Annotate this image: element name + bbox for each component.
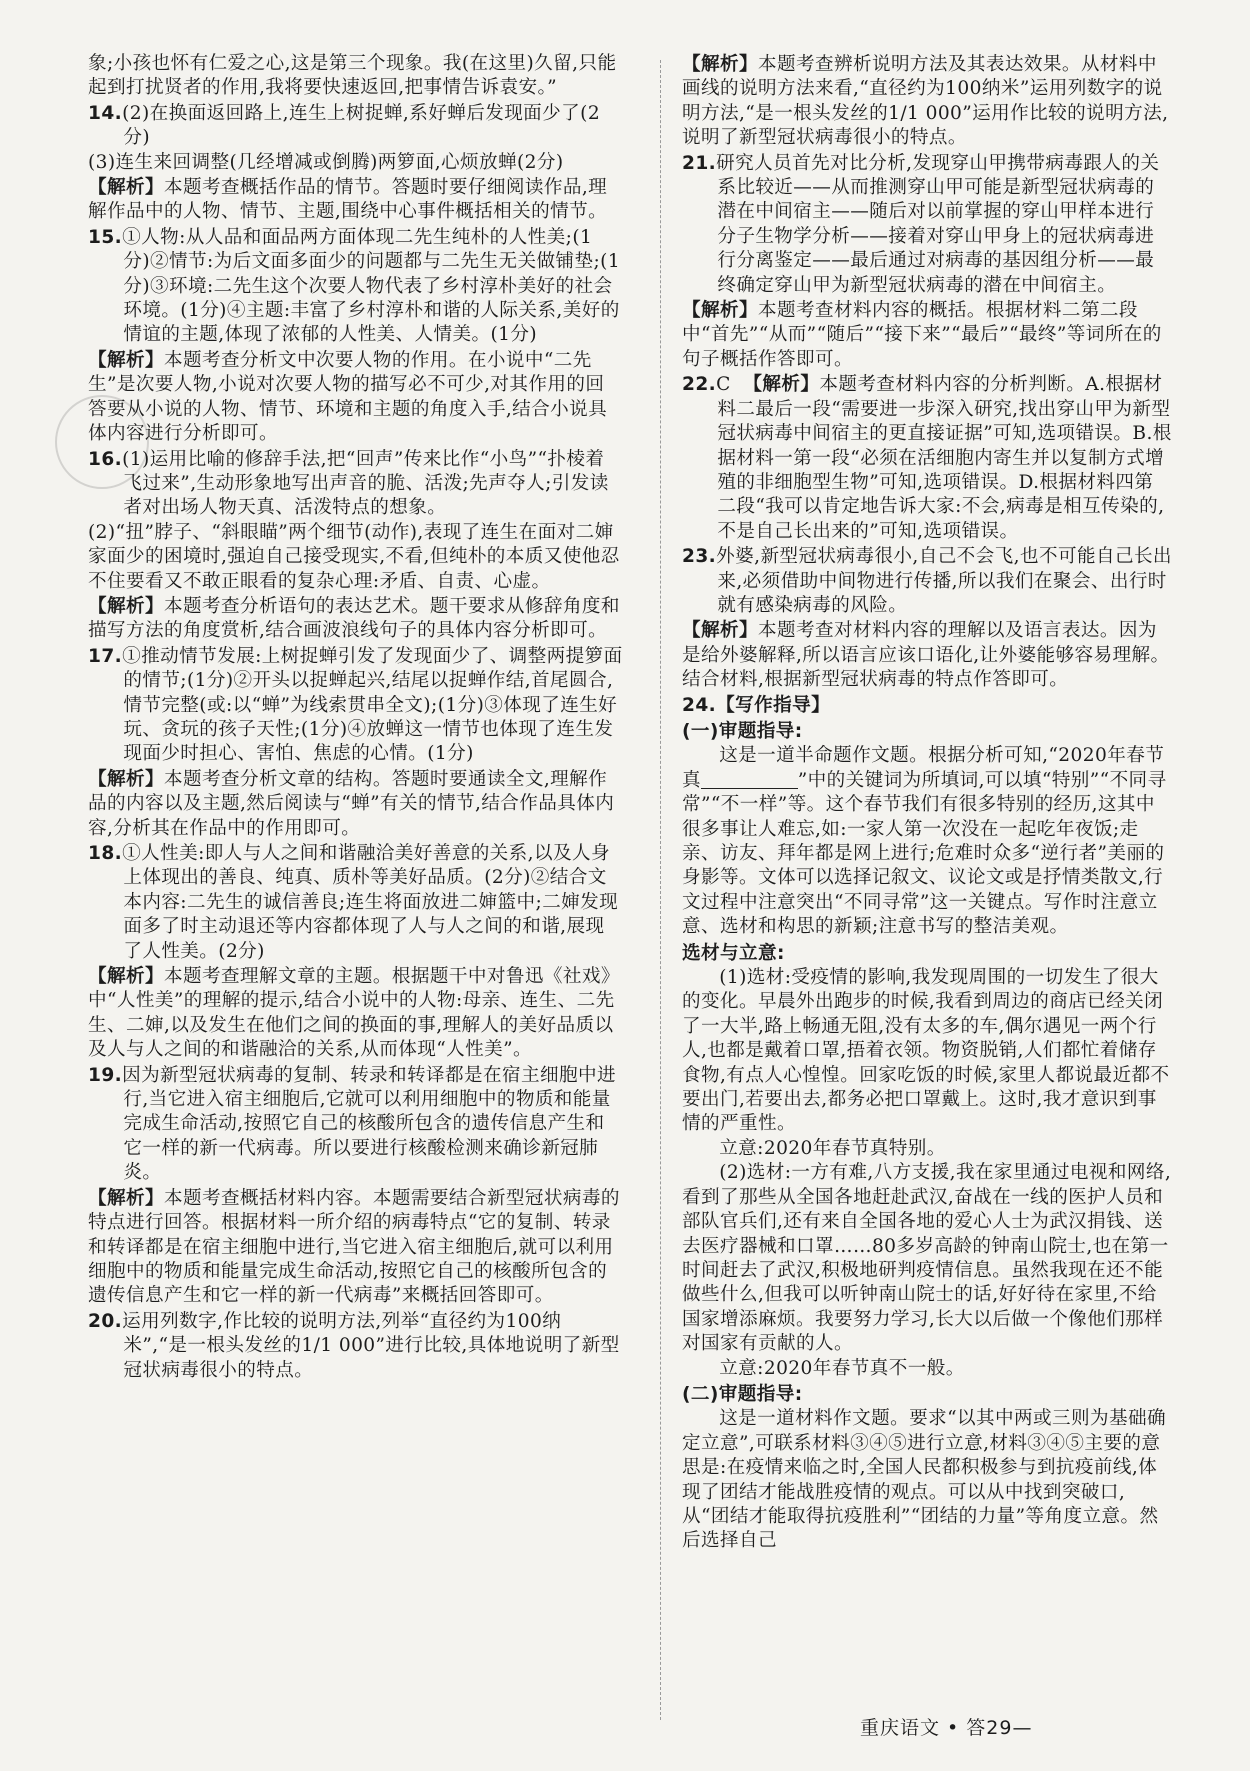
q13-continuation: 象;小孩也怀有仁爱之心,这是第三个现象。我(在这里)久留,只能起到打扰贤者的作用,我将要快速返回,把事情告诉袁安。”	[88, 53, 617, 99]
q22-answer: 22.C 【解析】本题考查材料内容的分析判断。A.根据材料二最后一段“需要进一步深入研究,找出穿山甲为新型冠状病毒中间宿主的更直接证据”可知,选项错误。B.根据材料一第一段“必须在活细胞内寄生并以复制方式增殖的非细胞型生物”可知,选项错误。D.根据材料四第二段“我可以肯定地告诉大家:不会,病毒是相互传染的,不是自己长出来的”可知,选项错误。	[682, 374, 1172, 542]
q15-answer: 15.①人物:从人品和面品两方面体现二先生纯朴的人性美;(1分)②情节:为后文面多面少的问题都与二先生无关做铺垫;(1分)③环境:二先生这个次要人物代表了乡村淳朴美好的社会环境。(1分)④主题:丰富了乡村淳朴和谐的人际关系,美好的情谊的主题,体现了浓郁的人性美、人情美。(1分)	[88, 226, 621, 346]
q23-answer: 23.外婆,新型冠状病毒很小,自己不会飞,也不可能自己长出来,必须借助中间物进行传播,所以我们在聚会、出行时就有感染病毒的风险。	[682, 546, 1172, 616]
q24-material-1: (1)选材:受疫情的影响,我发现周围的一切发生了很大的变化。早晨外出跑步的时候,我看到周边的商店已经关闭了一大半,路上畅通无阻,没有太多的车,偶尔遇见一两个行人,也都是戴着口罩,捂着衣领。物资脱销,人们都忙着储存食物,有点人心惶惶。回家吃饭的时候,家里人都说最近都不要出门,若要出去,都务必把口罩戴上。这时,我才意识到事情的严重性。	[682, 967, 1170, 1135]
q14-answer-2: 14.(2)在换面返回路上,连生上树捉蝉,系好蝉后发现面少了(2分)	[88, 102, 601, 149]
left-column	[88, 52, 623, 1383]
q24-section2-heading: (二)审题指导:	[682, 1383, 803, 1405]
q15-analysis: 【解析】本题考查分析文中次要人物的作用。在小说中“二先生”是次要人物,小说对次要人物的描写必不可少,对其作用的回答要从小说的人物、情节、环境和主题的角度入手,结合小说具体内容进行分析即可。	[88, 349, 608, 445]
q24-section1-text: 这是一道半命题作文题。根据分析可知,“2020年春节真 ”中的关键词为所填词,可以填“特别”“不同寻常”“不一样”等。这个春节我们有很多特别的经历,这其中很多事让人难忘,如:一家人第一次没在一起吃年夜饭;走亲、访友、拜年都是网上进行;危难时众多“逆行者”美丽的身影等。文体可以选择记叙文、议论文或是抒情类散文,行文过程中注意突出“不同寻常”这一关键点。写作时注意立意、选材和构思的新颖;注意书写的整洁美观。	[682, 745, 1167, 938]
q19-analysis: 【解析】本题考查概括材料内容。本题需要结合新型冠状病毒的特点进行回答。根据材料一所介绍的病毒特点“它的复制、转录和转译都是在宿主细胞中进行,当它进入宿主细胞后,就可以利用细胞中的物质和能量完成生命活动,按照它自己的核酸所包含的遗传信息产生和它一样的新一代病毒”来概括回答即可。	[88, 1187, 620, 1307]
q18-analysis: 【解析】本题考查理解文章的主题。根据题干中对鲁迅《社戏》中“人性美”的理解的提示,结合小说中的人物:母亲、连生、二先生、二婶,以及发生在他们之间的换面的事,理解人的美好品质以及人与人之间的和谐融洽的关系,从而体现“人性美”。	[88, 966, 620, 1061]
q21-answer: 21.研究人员首先对比分析,发现穿山甲携带病毒跟人的关系比较近——从而推测穿山甲可能是新型冠状病毒的潜在中间宿主——随后对以前掌握的穿山甲样本进行分子生物学分析——接着对穿山甲身上的冠状病毒进行分离鉴定——最后通过对病毒的基因组分析——最终确定穿山甲为新型冠状病毒的潜在中间宿主。	[682, 152, 1160, 296]
column-divider	[660, 60, 661, 1720]
q21-analysis: 【解析】本题考查材料内容的概括。根据材料二第二段中“首先”“从而”“随后”“接下来”“最后”“最终”等词所在的句子概括作答即可。	[682, 300, 1162, 370]
q14-answer-3: (3)连生来回调整(几经增减或倒腾)两箩面,心烦放蝉(2分)	[88, 151, 564, 173]
q16-answer-1: 16.(1)运用比喻的修辞手法,把“回声”传来比作“小鸟”“扑棱着飞过来”,生动形象地写出声音的脆、活泼;先声夺人;引发读者对出场人物天真、活泼特点的想象。	[88, 448, 609, 519]
q20-answer: 20.运用列数字,作比较的说明方法,列举“直径约为100纳米”,“是一根头发丝的1/1 000”进行比较,具体地说明了新型冠状病毒很小的特点。	[88, 1310, 620, 1381]
page-footer: 重庆语文 • 答29—	[860, 1717, 1033, 1739]
q24-heading: 24.【写作指导】	[682, 694, 831, 716]
q24-section2-text: 这是一道材料作文题。要求“以其中两或三则为基础确定立意”,可联系材料③④⑤进行立意,材料③④⑤主要的意思是:在疫情来临之时,全国人民都积极参与到抗疫前线,体现了团结才能战胜疫情的观点。可以从中找到突破口,从“团结才能取得抗疫胜利”“团结的力量”等角度立意。然后选择自己	[682, 1408, 1166, 1552]
q18-answer: 18.①人性美:即人与人之间和谐融洽美好善意的关系,以及人身上体现出的善良、纯真、质朴等美好品质。(2分)②结合文本内容:二先生的诚信善良;连生将面放进二婶篮中;二婶发现面多了时主动退还等内容都体现了人与人之间的和谐,展现了人性美。(2分)	[88, 843, 619, 962]
q16-answer-2: (2)“扭”脖子、“斜眼瞄”两个细节(动作),表现了连生在面对二婶家面少的困境时,强迫自己接受现实,不看,但纯朴的本质又使他忍不住要看又不敢正眼看的复杂心理:矛盾、自责、心虚。	[88, 521, 620, 592]
q17-answer: 17.①推动情节发展:上树捉蝉引发了发现面少了、调整两提箩面的情节;(1分)②开头以捉蝉起兴,结尾以捉蝉作结,首尾圆合,情节完整(或:以“蝉”为线索贯串全文);(1分)③体现了连生好玩、贪玩的孩子天性;(1分)④放蝉这一情节也体现了连生发现面少时担心、害怕、焦虑的心情。(1分)	[88, 645, 623, 765]
q20-analysis: 【解析】本题考查辨析说明方法及其表达效果。从材料中画线的说明方法来看,“直径约为100纳米”运用列数字的说明方法,“是一根头发丝的1/1 000”运用作比较的说明方法,说明了新型冠状病毒很小的特点。	[682, 54, 1169, 149]
q16-analysis: 【解析】本题考查分析语句的表达艺术。题干要求从修辞角度和描写方法的角度赏析,结合画波浪线句子的具体内容分析即可。	[88, 595, 620, 642]
right-column	[682, 52, 1172, 1554]
q24-material-heading: 选材与立意:	[682, 942, 785, 964]
q24-idea-1: 立意:2020年春节真特别。	[719, 1137, 946, 1159]
q24-material-2: (2)选材:一方有难,八方支援,我在家里通过电视和网络,看到了那些从全国各地赶赴武汉,奋战在一线的医护人员和部队官兵们,还有来自全国各地的爱心人士为武汉捐钱、送去医疗器械和口罩……80多岁高龄的钟南山院士,也在第一时间赶去了武汉,积极地研判疫情信息。虽然我现在还不能做些什么,但我可以听钟南山院士的话,好好待在家里,不给国家增添麻烦。我要努力学习,长大以后做一个像他们那样对国家有贡献的人。	[682, 1162, 1172, 1355]
q23-analysis: 【解析】本题考查对材料内容的理解以及语言表达。因为是给外婆解释,所以语言应该口语化,让外婆能够容易理解。结合材料,根据新型冠状病毒的特点作答即可。	[682, 620, 1170, 691]
q19-answer: 19.因为新型冠状病毒的复制、转录和转译都是在宿主细胞中进行,当它进入宿主细胞后,它就可以利用细胞中的物质和能量完成生命活动,按照它自己的核酸所包含的遗传信息产生和它一样的新一代病毒。所以要进行核酸检测来确诊新冠肺炎。	[88, 1064, 616, 1184]
fill-blank	[701, 769, 798, 789]
q24-section1-heading: (一)审题指导:	[682, 720, 803, 742]
q17-analysis: 【解析】本题考查分析文章的结构。答题时要通读全文,理解作品的内容以及主题,然后阅读与“蝉”有关的情节,结合作品具体内容,分析其在作品中的作用即可。	[88, 768, 615, 839]
q14-analysis: 【解析】本题考查概括作品的情节。答题时要仔细阅读作品,理解作品中的人物、情节、主题,围绕中心事件概括相关的情节。	[88, 177, 608, 223]
q24-idea-2: 立意:2020年春节真不一般。	[719, 1357, 965, 1379]
